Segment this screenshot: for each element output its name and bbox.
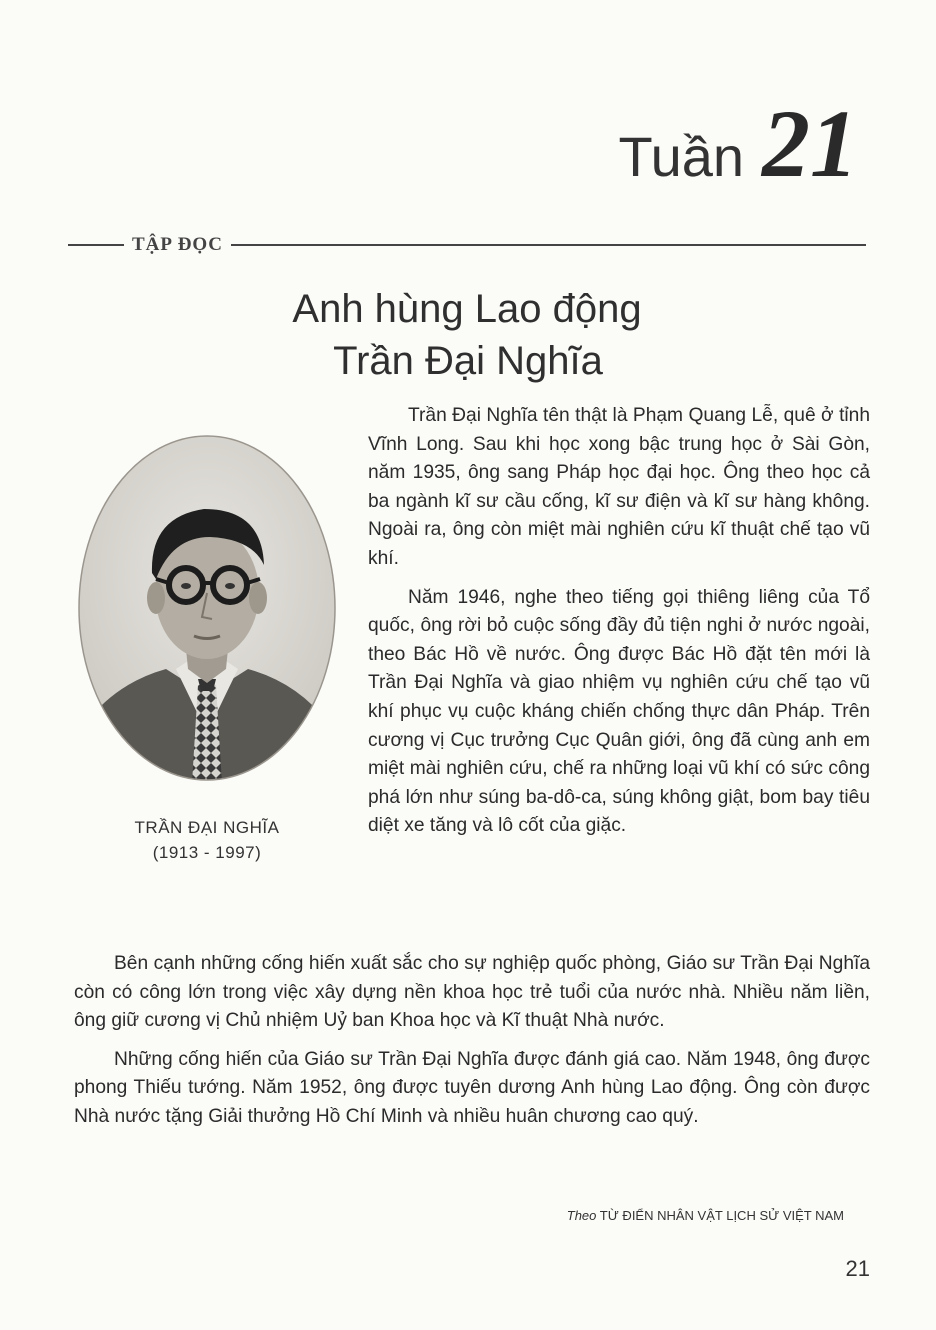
portrait-caption-years: (1913 - 1997) (152, 843, 262, 862)
source-prefix: Theo (566, 1208, 597, 1223)
page-number: 21 (845, 1256, 870, 1281)
source-citation (567, 1208, 844, 1223)
article-paragraph: Những cống hiến của Giáo sư Trần Đại Nghĩa được đánh giá cao. Năm 1948, ông được phong Thiếu tướng. Năm 1952, ông được tuyên dương Anh hùng Lao động. Ông còn được Nhà nước tặng Giải thưởng Hồ Chí Minh và nhiều huân chương cao quý. (74, 1048, 870, 1127)
portrait-caption-name: TRẦN ĐẠI NGHĨA (134, 818, 280, 837)
article-body-full (74, 950, 870, 1142)
article-title-line2: Trần Đại Nghĩa (333, 339, 603, 383)
section-header (68, 234, 866, 256)
week-number: 21 (762, 90, 858, 197)
source-name: TỪ ĐIỂN NHÂN VẬT LỊCH SỬ VIỆT NAM (599, 1208, 844, 1223)
section-divider-left (68, 244, 124, 246)
section-divider-right (231, 244, 866, 246)
week-label: Tuần (618, 125, 744, 188)
article-title-line1: Anh hùng Lao động (292, 287, 642, 331)
article-paragraph: Trần Đại Nghĩa tên thật là Phạm Quang Lễ, quê ở tỉnh Vĩnh Long. Sau khi học xong bậc trung học ở Sài Gòn, năm 1935, ông sang Pháp học đại học. Ông theo học cả ba ngành kĩ sư cầu cống, kĩ sư điện và kĩ sư hàng không. Ngoài ra, ông còn miệt mài nghiên cứu kĩ thuật chế tạo vũ khí. (368, 405, 870, 569)
section-label: TẬP ĐỌC (132, 234, 223, 255)
article-paragraph: Bên cạnh những cống hiến xuất sắc cho sự nghiệp quốc phòng, Giáo sư Trần Đại Nghĩa còn có công lớn trong việc xây dựng nền khoa học trẻ tuổi của nước nhà. Nhiều năm liền, ông giữ cương vị Chủ nhiệm Uỷ ban Khoa học và Kĩ thuật Nhà nước. (74, 953, 870, 1032)
article-paragraph: Năm 1946, nghe theo tiếng gọi thiêng liêng của Tổ quốc, ông rời bỏ cuộc sống đầy đủ tiện nghi ở nước ngoài, theo Bác Hồ về nước. Ông được Bác Hồ đặt tên mới là Trần Đại Nghĩa và giao nhiệm vụ nghiên cứu chế tạo vũ khí phục vụ cuộc kháng chiến chống thực dân Pháp. Trên cương vị Cục trưởng Cục Quân giới, ông đã cùng anh em miệt mài nghiên cứu, chế ra những loại vũ khí có sức công phá lớn như súng ba-dô-ca, súng không giật, bom bay tiêu diệt xe tăng và lô cốt của giặc. (368, 586, 870, 837)
week-heading (618, 88, 858, 199)
article-column-right (368, 402, 870, 851)
portrait-photo (76, 433, 338, 783)
